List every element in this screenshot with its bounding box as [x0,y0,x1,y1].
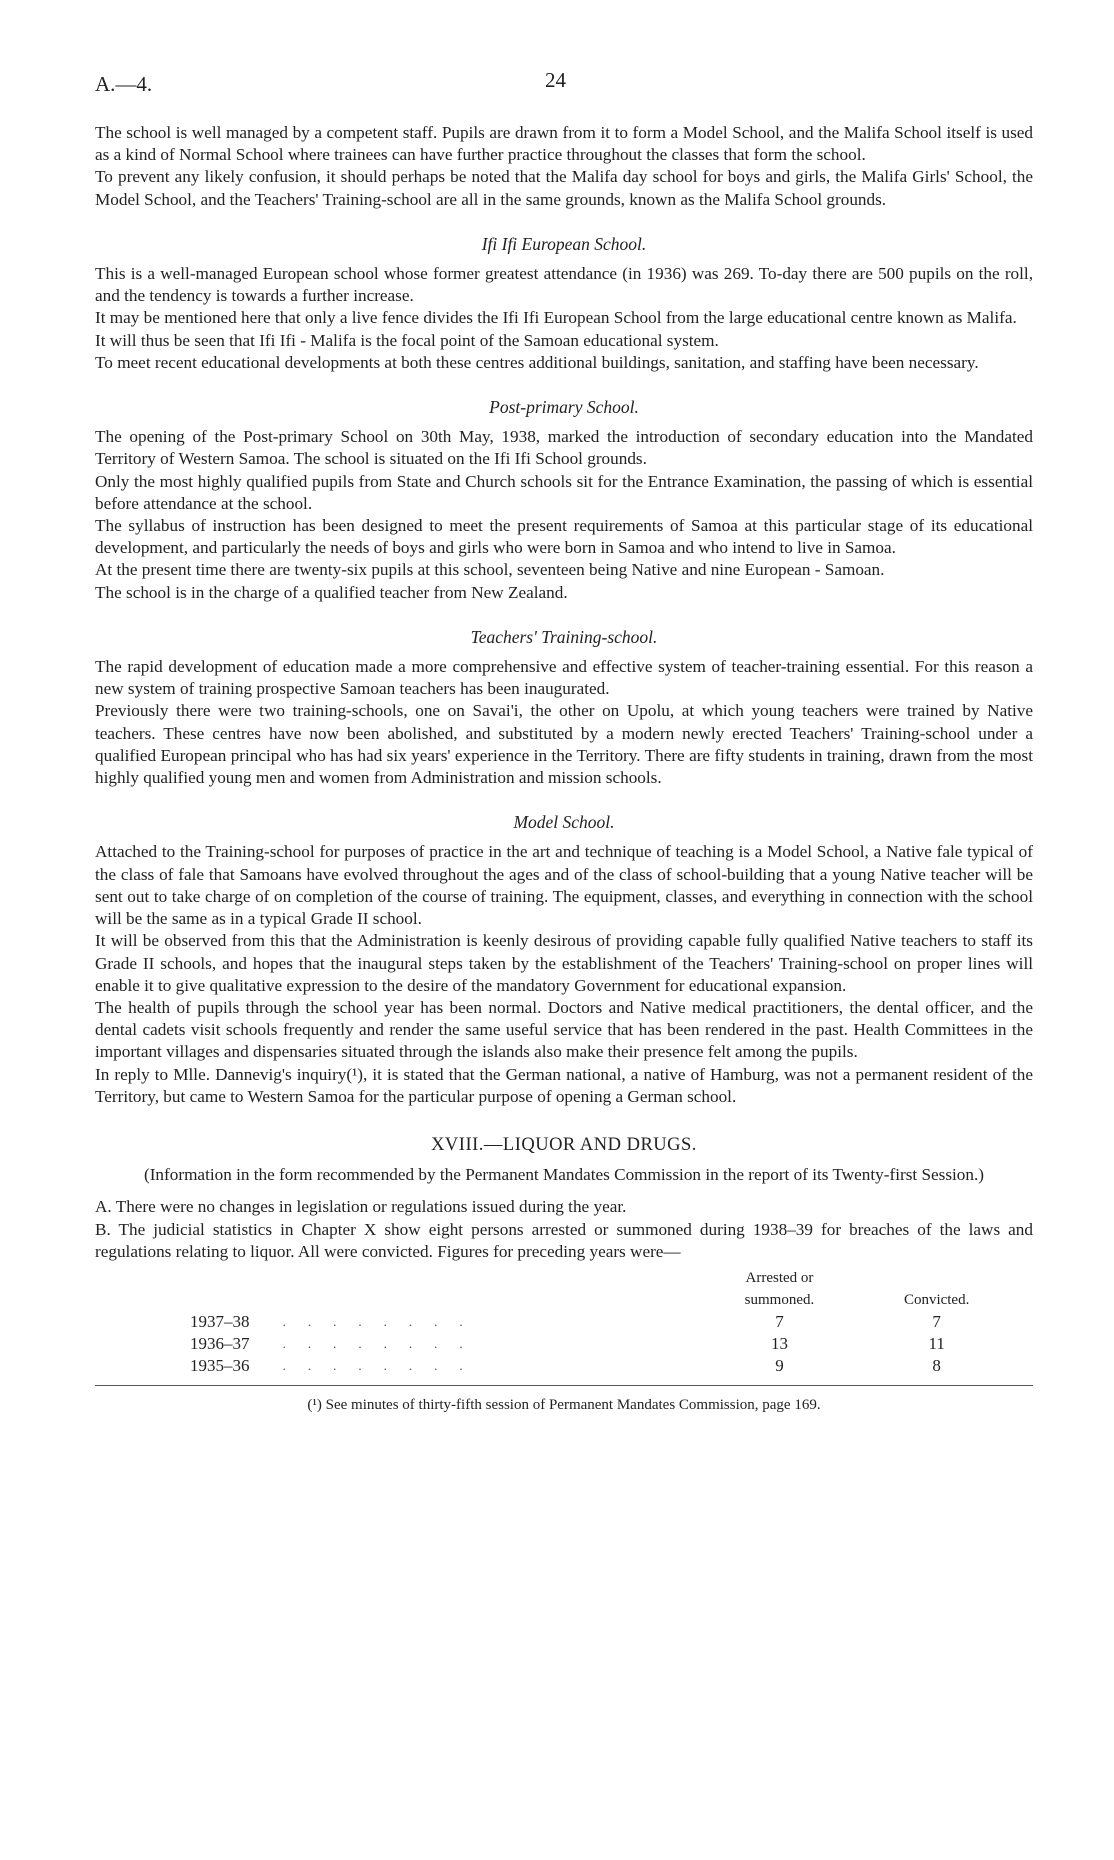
row-convicted: 11 [928,1333,945,1353]
row-year: 1935–36 [190,1355,250,1375]
section-heading-model-school: Model School. [513,812,615,833]
paragraph: It will be observed from this that the Administration is keenly desirous of providing capable fully qualified Native teachers to staff its Grade II schools, and hopes that the inaugural steps taken by the establishment of the Teachers' Training-school on proper lines will enable it to give qualitative expression to the desire of the mandatory Government for educational expansion. [95,931,1033,995]
section-heading-post-primary: Post-primary School. [489,397,639,418]
paragraph: It may be mentioned here that only a live fence divides the Ifi Ifi European School from the large educational centre known as Malifa. [95,308,1017,328]
paragraph: The rapid development of education made a more comprehensive and effective system of teacher-training essential. For this reason a new system of training prospective Samoan teachers has been inaugurated. [95,657,1033,699]
liquor-subtitle: (Information in the form recommended by the Permanent Mandates Commission in the report of its Twenty-first Session.) [143,1165,985,1185]
paragraph: To meet recent educational developments at both these centres additional buildings, sanitation, and staffing have been necessary. [95,352,979,372]
row-arrested: 13 [770,1333,788,1353]
paragraph: The school is well managed by a competent staff. Pupils are drawn from it to form a Model School, and the Malifa School itself is used as a kind of Normal School where trainees can have further practice throughout the classes that form the school. [95,123,1033,165]
leader-dots: ........ [282,1335,485,1351]
footnote: (¹) See minutes of thirty-fifth session of Permanent Mandates Commission, page 169. [307,1396,821,1413]
row-arrested: 7 [775,1311,784,1331]
paragraph: The opening of the Post-primary School on 30th May, 1938, marked the introduction of secondary education into the Mandated Territory of Western Samoa. The school is situated on the Ifi Ifi School grounds. [95,427,1033,469]
column-header-arrested: Arrested or summoned. [744,1269,815,1308]
liquor-statistics-table [95,1267,1033,1377]
section-heading-teachers-training: Teachers' Training-school. [470,626,658,647]
row-convicted: 8 [932,1355,941,1375]
paragraph: Attached to the Training-school for purposes of practice in the art and technique of teaching is a Model School, a Native fale typical of the class of fale that Samoans have evolved throughout the ages and of the class of school-building that a young Native teacher will be sent out to take charge of on completion of the course of training. The equipment, classes, and everything in connection with the school will be the same as in a typical Grade II school. [95,842,1033,929]
leader-dots: ........ [282,1357,485,1373]
table-row [95,1355,1033,1377]
row-convicted: 7 [932,1311,941,1331]
paragraph: B. The judicial statistics in Chapter X show eight persons arrested or summoned during 1938–39 for breaches of the laws and regulations relating to liquor. All were convicted. Figures for preceding years were— [95,1219,1033,1261]
paragraph: At the present time there are twenty-six pupils at this school, seventeen being Native and nine European - Samoan. [95,560,885,580]
paragraph: Only the most highly qualified pupils from State and Church schools sit for the Entrance Examination, the passing of which is essential before attendance at the school. [95,471,1033,513]
table-row [95,1311,1033,1333]
row-year: 1937–38 [190,1311,250,1331]
page-number: 24 [545,68,566,92]
paragraph: The syllabus of instruction has been designed to meet the present requirements of Samoa at this particular stage of its educational development, and particularly the needs of boys and girls who were born in Samoa and who intend to live in Samoa. [95,516,1033,558]
leader-dots: ........ [282,1313,485,1329]
document-body [95,122,1033,1416]
paragraph: In reply to Mlle. Dannevig's inquiry(¹), it is stated that the German national, a native of Hamburg, was not a permanent resident of the Territory, but came to Western Samoa for the particular purpose of opening a German school. [95,1064,1033,1106]
paragraph: To prevent any likely confusion, it should perhaps be noted that the Malifa day school for boys and girls, the Malifa Girls' School, the Model School, and the Teachers' Training-school are all in the same grounds, known as the Malifa School grounds. [95,167,1033,209]
column-header-convicted: Convicted. [903,1291,970,1308]
liquor-section-title: XVIII.—LIQUOR AND DRUGS. [431,1134,697,1155]
section-heading-ifi-ifi: Ifi Ifi European School. [481,233,647,254]
row-arrested: 9 [775,1355,784,1375]
document-reference: A.—4. [95,72,153,96]
paragraph: It will thus be seen that Ifi Ifi - Malifa is the focal point of the Samoan educational system. [95,330,719,350]
paragraph: Previously there were two training-schools, one on Savai'i, the other on Upolu, at which young teachers were trained by Native teachers. These centres have now been abolished, and substituted by a modern newly erected Teachers' Training-school under a qualified European principal who has had six years' experience in the Territory. There are fifty students in training, drawn from the most highly qualified young men and women from Administration and mission schools. [95,701,1033,788]
paragraph: A. There were no changes in legislation or regulations issued during the year. [95,1197,627,1217]
footnote-divider [95,1385,1033,1386]
paragraph: This is a well-managed European school whose former greatest attendance (in 1936) was 269. To-day there are 500 pupils on the roll, and the tendency is towards a further increase. [95,264,1033,306]
table-header-row [95,1267,1033,1311]
table-row [95,1333,1033,1355]
row-year: 1936–37 [190,1333,250,1353]
paragraph: The school is in the charge of a qualified teacher from New Zealand. [95,582,568,602]
paragraph: The health of pupils through the school year has been normal. Doctors and Native medical practitioners, the dental officer, and the dental cadets visit schools frequently and render the same useful service that has been rendered in the past. Health Committees in the important villages and dispensaries situated through the islands also make their presence felt among the pupils. [95,997,1033,1062]
